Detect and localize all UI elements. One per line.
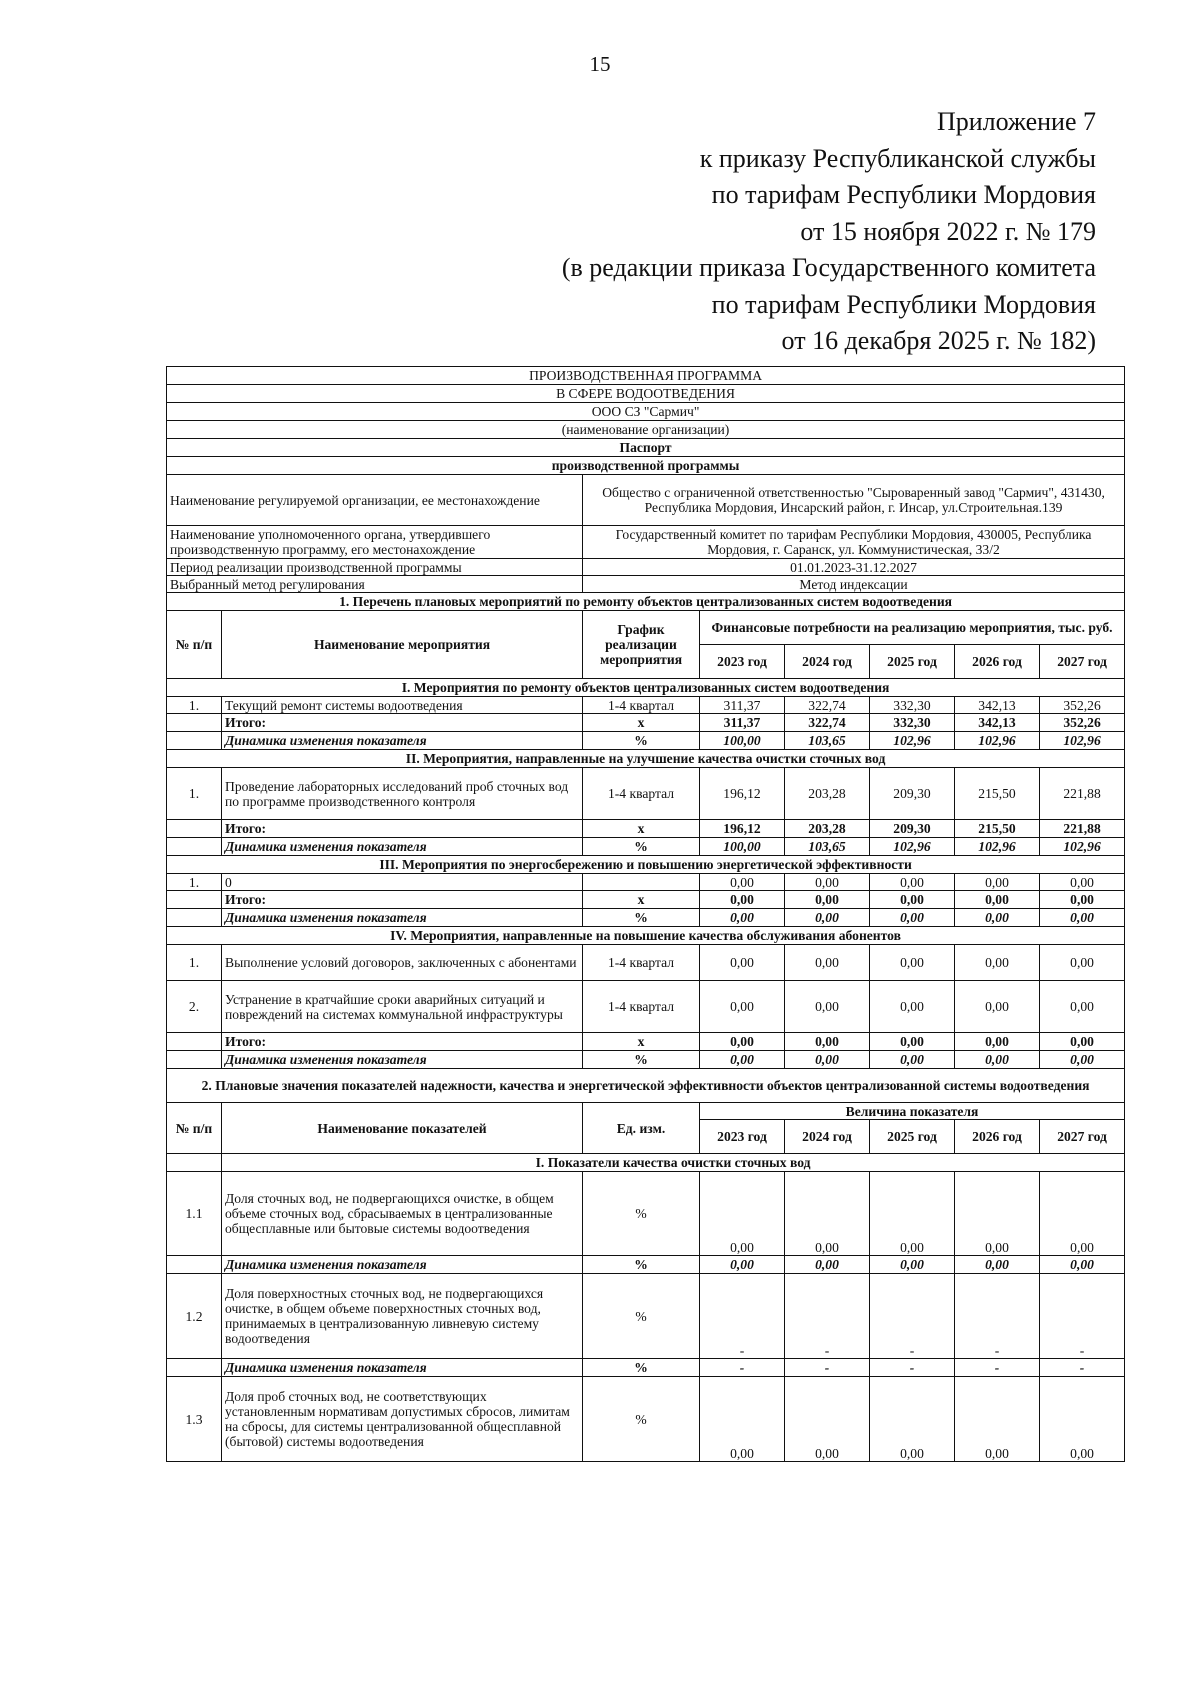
empty-cell: [167, 732, 222, 750]
header-line: от 15 ноября 2022 г. № 179: [800, 216, 1096, 246]
column-header-year: 2024 год: [785, 1120, 870, 1154]
indicator-value: 0,00: [785, 1377, 870, 1462]
dynamics-value: -: [1040, 1359, 1125, 1377]
passport-field-value: Государственный комитет по тарифам Республики Мордовия, 430005, Республика Мордовия, г. Саранск, ул. Коммунистическая, 33/2: [583, 526, 1125, 559]
dynamics-value: 102,96: [870, 732, 955, 750]
header-line: к приказу Республиканской службы: [699, 143, 1096, 173]
indicator-value: -: [870, 1274, 955, 1359]
dynamics-value: -: [870, 1359, 955, 1377]
dynamics-value: 102,96: [955, 732, 1040, 750]
total-value: 0,00: [700, 891, 785, 909]
indicator-unit: %: [583, 1274, 700, 1359]
activity-value: 0,00: [1040, 981, 1125, 1033]
total-value: 0,00: [785, 891, 870, 909]
activity-value: 0,00: [700, 981, 785, 1033]
column-header-year: 2025 год: [870, 1120, 955, 1154]
total-schedule: х: [583, 1033, 700, 1051]
passport-title: Паспорт: [167, 439, 1125, 457]
group-title: I. Мероприятия по ремонту объектов централизованных систем водоотведения: [167, 679, 1125, 697]
indicator-value: 0,00: [870, 1172, 955, 1256]
dynamics-value: 0,00: [700, 1256, 785, 1274]
row-number: 1.: [167, 768, 222, 820]
dynamics-label: Динамика изменения показателя: [222, 838, 583, 856]
empty-cell: [167, 1051, 222, 1069]
dynamics-value: 0,00: [700, 909, 785, 927]
activity-name: Текущий ремонт системы водоотведения: [222, 697, 583, 714]
dynamics-value: 0,00: [955, 1051, 1040, 1069]
appendix-header: [562, 104, 1096, 360]
column-header-year: 2023 год: [700, 645, 785, 679]
activity-value: 0,00: [870, 874, 955, 891]
page-number: 15: [589, 52, 611, 76]
passport-field-value: Метод индексации: [583, 576, 1125, 593]
activity-value: 0,00: [785, 945, 870, 981]
activity-value: 209,30: [870, 768, 955, 820]
section-title: 1. Перечень плановых мероприятий по ремонту объектов централизованных систем водоотведения: [167, 593, 1125, 611]
indicator-value: -: [1040, 1274, 1125, 1359]
header-line: по тарифам Республики Мордовия: [711, 289, 1096, 319]
indicator-value: 0,00: [1040, 1172, 1125, 1256]
dynamics-value: 0,00: [785, 909, 870, 927]
total-label: Итого:: [222, 820, 583, 838]
dynamics-value: 102,96: [870, 838, 955, 856]
total-schedule: х: [583, 891, 700, 909]
column-header-name: Наименование показателей: [222, 1103, 583, 1154]
activity-value: 215,50: [955, 768, 1040, 820]
activity-value: 0,00: [955, 874, 1040, 891]
dynamics-value: 102,96: [1040, 838, 1125, 856]
activity-value: 0,00: [870, 981, 955, 1033]
group-title: IV. Мероприятия, направленные на повышение качества обслуживания абонентов: [167, 927, 1125, 945]
row-number: 1.: [167, 874, 222, 891]
activity-name: 0: [222, 874, 583, 891]
section-title: 2. Плановые значения показателей надежности, качества и энергетической эффективности объектов централизованной системы водоотведения: [167, 1069, 1125, 1103]
dynamics-value: 0,00: [785, 1256, 870, 1274]
dynamics-value: 0,00: [870, 1051, 955, 1069]
total-value: 221,88: [1040, 820, 1125, 838]
total-value: 0,00: [700, 1033, 785, 1051]
activity-value: 311,37: [700, 697, 785, 714]
column-header-num: № п/п: [167, 611, 222, 679]
column-header-year: 2025 год: [870, 645, 955, 679]
empty-cell: [167, 838, 222, 856]
dynamics-value: 100,00: [700, 838, 785, 856]
empty-cell: [167, 1154, 222, 1172]
passport-field-label: Период реализации производственной программы: [167, 559, 583, 576]
total-label: Итого:: [222, 1033, 583, 1051]
indicator-unit: %: [583, 1172, 700, 1256]
dynamics-label: Динамика изменения показателя: [222, 732, 583, 750]
row-number: 1.: [167, 697, 222, 714]
total-schedule: х: [583, 714, 700, 732]
total-value: 203,28: [785, 820, 870, 838]
total-value: 332,30: [870, 714, 955, 732]
empty-cell: [167, 891, 222, 909]
dynamics-value: 102,96: [955, 838, 1040, 856]
column-header-unit: Ед. изм.: [583, 1103, 700, 1154]
total-value: 0,00: [870, 891, 955, 909]
dynamics-value: 103,65: [785, 838, 870, 856]
column-header-year: 2026 год: [955, 1120, 1040, 1154]
row-number: 1.: [167, 945, 222, 981]
dynamics-unit: %: [583, 1051, 700, 1069]
dynamics-label: Динамика изменения показателя: [222, 909, 583, 927]
activity-schedule: 1-4 квартал: [583, 768, 700, 820]
dynamics-unit: %: [583, 1359, 700, 1377]
dynamics-unit: %: [583, 909, 700, 927]
passport-field-value: 01.01.2023-31.12.2027: [583, 559, 1125, 576]
column-header-finance: Финансовые потребности на реализацию мероприятия, тыс. руб.: [700, 611, 1125, 645]
indicator-unit: %: [583, 1377, 700, 1462]
total-value: 352,26: [1040, 714, 1125, 732]
dynamics-value: 0,00: [870, 909, 955, 927]
activity-schedule: [583, 874, 700, 891]
activity-schedule: 1-4 квартал: [583, 945, 700, 981]
activity-value: 0,00: [870, 945, 955, 981]
dynamics-label: Динамика изменения показателя: [222, 1359, 583, 1377]
column-header-year: 2027 год: [1040, 1120, 1125, 1154]
activity-value: 0,00: [785, 981, 870, 1033]
activity-name: Устранение в кратчайшие сроки аварийных ситуаций и повреждений на системах коммунальной инфраструктуры: [222, 981, 583, 1033]
dynamics-unit: %: [583, 732, 700, 750]
dynamics-value: 0,00: [955, 909, 1040, 927]
dynamics-value: 0,00: [700, 1051, 785, 1069]
dynamics-value: 0,00: [955, 1256, 1040, 1274]
total-value: 0,00: [785, 1033, 870, 1051]
group-title: II. Мероприятия, направленные на улучшение качества очистки сточных вод: [167, 750, 1125, 768]
activity-value: 196,12: [700, 768, 785, 820]
dynamics-value: 100,00: [700, 732, 785, 750]
total-value: 0,00: [870, 1033, 955, 1051]
header-line: по тарифам Республики Мордовия: [711, 180, 1096, 209]
activity-name: Проведение лабораторных исследований проб сточных вод по программе производственного контроля: [222, 768, 583, 820]
dynamics-value: 0,00: [870, 1256, 955, 1274]
indicator-name: Доля проб сточных вод, не соответствующих установленным нормативам допустимых сбросов, лимитам на сбросы, для системы централизованной общесплавной (бытовой) системы водоотведения: [222, 1377, 583, 1462]
production-program-table: [166, 366, 1125, 1462]
activity-value: 342,13: [955, 697, 1040, 714]
indicator-number: 1.1: [167, 1172, 222, 1256]
dynamics-value: 103,65: [785, 732, 870, 750]
activity-value: 0,00: [785, 874, 870, 891]
empty-cell: [167, 714, 222, 732]
passport-subtitle: производственной программы: [167, 457, 1125, 475]
empty-cell: [167, 1359, 222, 1377]
activity-value: 0,00: [955, 981, 1040, 1033]
total-schedule: х: [583, 820, 700, 838]
activity-value: 0,00: [700, 945, 785, 981]
total-label: Итого:: [222, 891, 583, 909]
indicator-value: 0,00: [955, 1172, 1040, 1256]
dynamics-label: Динамика изменения показателя: [222, 1256, 583, 1274]
indicator-value: -: [955, 1274, 1040, 1359]
dynamics-value: -: [955, 1359, 1040, 1377]
passport-field-label: Выбранный метод регулирования: [167, 576, 583, 593]
total-value: 0,00: [1040, 1033, 1125, 1051]
organization-caption: (наименование организации): [167, 421, 1125, 439]
dynamics-label: Динамика изменения показателя: [222, 1051, 583, 1069]
program-title: ПРОИЗВОДСТВЕННАЯ ПРОГРАММА: [167, 367, 1125, 385]
dynamics-value: 102,96: [1040, 732, 1125, 750]
activity-value: 0,00: [700, 874, 785, 891]
column-header-year: 2024 год: [785, 645, 870, 679]
column-header-num: № п/п: [167, 1103, 222, 1154]
total-label: Итого:: [222, 714, 583, 732]
activity-value: 0,00: [1040, 874, 1125, 891]
column-header-value: Величина показателя: [700, 1103, 1125, 1120]
dynamics-value: -: [700, 1359, 785, 1377]
dynamics-value: -: [785, 1359, 870, 1377]
empty-cell: [167, 820, 222, 838]
passport-field-label: Наименование уполномоченного органа, утвердившего производственную программу, его местонахождение: [167, 526, 583, 559]
empty-cell: [167, 1033, 222, 1051]
total-value: 342,13: [955, 714, 1040, 732]
indicator-value: 0,00: [1040, 1377, 1125, 1462]
indicator-number: 1.2: [167, 1274, 222, 1359]
indicator-value: -: [785, 1274, 870, 1359]
dynamics-value: 0,00: [785, 1051, 870, 1069]
indicator-name: Доля поверхностных сточных вод, не подвергающихся очистке, в общем объеме поверхностных сточных вод, принимаемых в централизованную ливневую систему водоотведения: [222, 1274, 583, 1359]
indicator-value: 0,00: [700, 1377, 785, 1462]
total-value: 0,00: [955, 891, 1040, 909]
total-value: 311,37: [700, 714, 785, 732]
dynamics-value: 0,00: [1040, 909, 1125, 927]
activity-value: 221,88: [1040, 768, 1125, 820]
total-value: 322,74: [785, 714, 870, 732]
column-header-year: 2026 год: [955, 645, 1040, 679]
passport-field-label: Наименование регулируемой организации, ее местонахождение: [167, 475, 583, 526]
indicator-value: 0,00: [955, 1377, 1040, 1462]
activity-value: 203,28: [785, 768, 870, 820]
dynamics-value: 0,00: [1040, 1256, 1125, 1274]
dynamics-unit: %: [583, 838, 700, 856]
activity-schedule: 1-4 квартал: [583, 697, 700, 714]
subgroup-title: I. Показатели качества очистки сточных вод: [222, 1154, 1125, 1172]
organization-name: ООО СЗ "Сармич": [167, 403, 1125, 421]
total-value: 196,12: [700, 820, 785, 838]
indicator-value: 0,00: [700, 1172, 785, 1256]
indicator-name: Доля сточных вод, не подвергающихся очистке, в общем объеме сточных вод, сбрасываемых в централизованные общесплавные или бытовые системы водоотведения: [222, 1172, 583, 1256]
total-value: 0,00: [955, 1033, 1040, 1051]
program-sphere: В СФЕРЕ ВОДООТВЕДЕНИЯ: [167, 385, 1125, 403]
header-line: (в редакции приказа Государственного комитета: [561, 253, 1096, 282]
total-value: 209,30: [870, 820, 955, 838]
activity-schedule: 1-4 квартал: [583, 981, 700, 1033]
indicator-value: 0,00: [785, 1172, 870, 1256]
activity-value: 352,26: [1040, 697, 1125, 714]
total-value: 215,50: [955, 820, 1040, 838]
activity-name: Выполнение условий договоров, заключенных с абонентами: [222, 945, 583, 981]
activity-value: 0,00: [955, 945, 1040, 981]
indicator-number: 1.3: [167, 1377, 222, 1462]
column-header-name: Наименование мероприятия: [222, 611, 583, 679]
empty-cell: [167, 1256, 222, 1274]
dynamics-unit: %: [583, 1256, 700, 1274]
column-header-schedule: График реализации мероприятия: [583, 611, 700, 679]
dynamics-value: 0,00: [1040, 1051, 1125, 1069]
total-value: 0,00: [1040, 891, 1125, 909]
activity-value: 322,74: [785, 697, 870, 714]
activity-value: 332,30: [870, 697, 955, 714]
group-title: III. Мероприятия по энергосбережению и повышению энергетической эффективности: [167, 856, 1125, 874]
empty-cell: [167, 909, 222, 927]
indicator-value: -: [700, 1274, 785, 1359]
header-line: Приложение 7: [936, 107, 1096, 136]
passport-field-value: Общество с ограниченной ответственностью "Сыроваренный завод "Сармич", 431430, Республика Мордовия, Инсарский район, г. Инсар, ул.Строительная.139: [583, 475, 1125, 526]
column-header-year: 2027 год: [1040, 645, 1125, 679]
header-line: от 16 декабря 2025 г. № 182): [781, 326, 1096, 355]
indicator-value: 0,00: [870, 1377, 955, 1462]
column-header-year: 2023 год: [700, 1120, 785, 1154]
row-number: 2.: [167, 981, 222, 1033]
activity-value: 0,00: [1040, 945, 1125, 981]
